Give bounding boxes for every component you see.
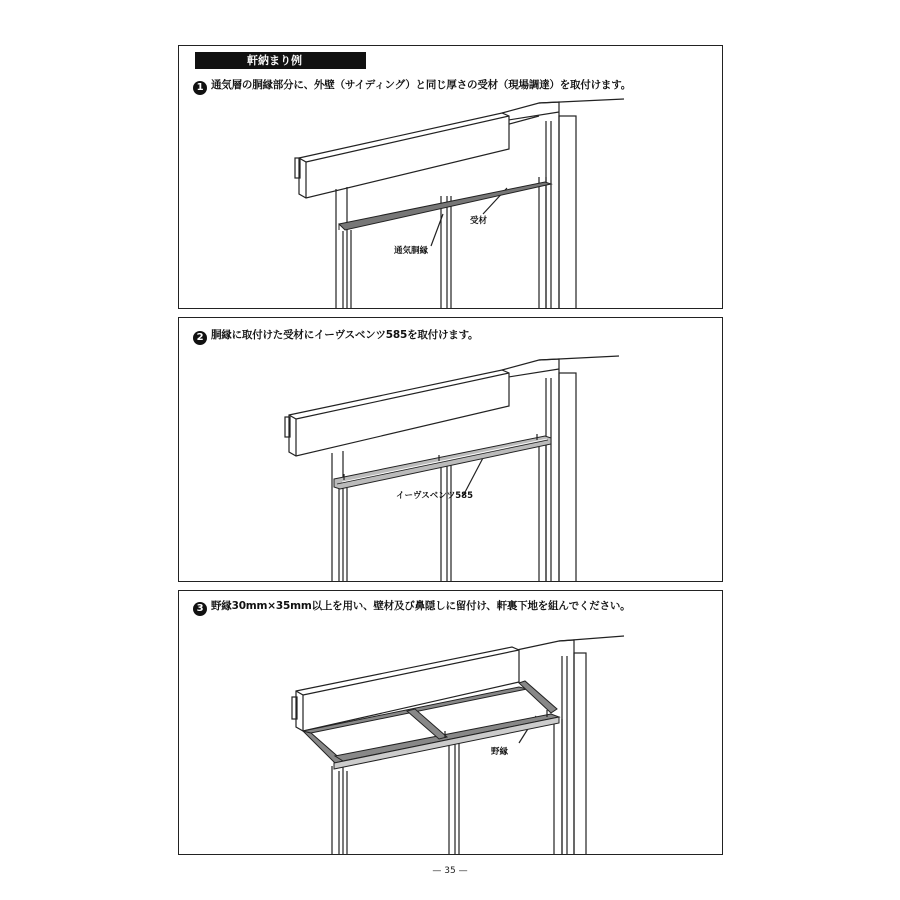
callout-vent-furring: 通気胴縁 — [394, 246, 429, 256]
step-1-text: 通気層の胴縁部分に、外壁（サイディング）と同じ厚さの受材（現場調達）を取付けます。 — [211, 79, 631, 91]
step-3-panel — [178, 590, 723, 855]
step-2-panel — [178, 317, 723, 582]
callout-receiving-material: 受材 — [470, 216, 488, 226]
step-3-illustration — [179, 591, 723, 855]
step-2-number-icon: 2 — [193, 331, 207, 345]
step-3-number-icon: 3 — [193, 602, 207, 616]
section-title: 軒納まり例 — [195, 52, 366, 69]
step-2-illustration — [179, 318, 723, 582]
step-3-text: 野縁30mm×35mm以上を用い、壁材及び鼻隠しに留付け、軒裏下地を組んでください。 — [211, 600, 631, 612]
step-1-panel — [178, 45, 723, 309]
callout-eave-vents-585: イーヴスベンツ585 — [396, 491, 473, 501]
page-number: — 35 — — [432, 866, 468, 876]
callout-nobuchi-furring: 野縁 — [491, 747, 509, 757]
step-1-illustration — [179, 46, 723, 309]
step-1-number-icon: 1 — [193, 81, 207, 95]
step-2-text: 胴縁に取付けた受材にイーヴスベンツ585を取付けます。 — [211, 329, 479, 341]
